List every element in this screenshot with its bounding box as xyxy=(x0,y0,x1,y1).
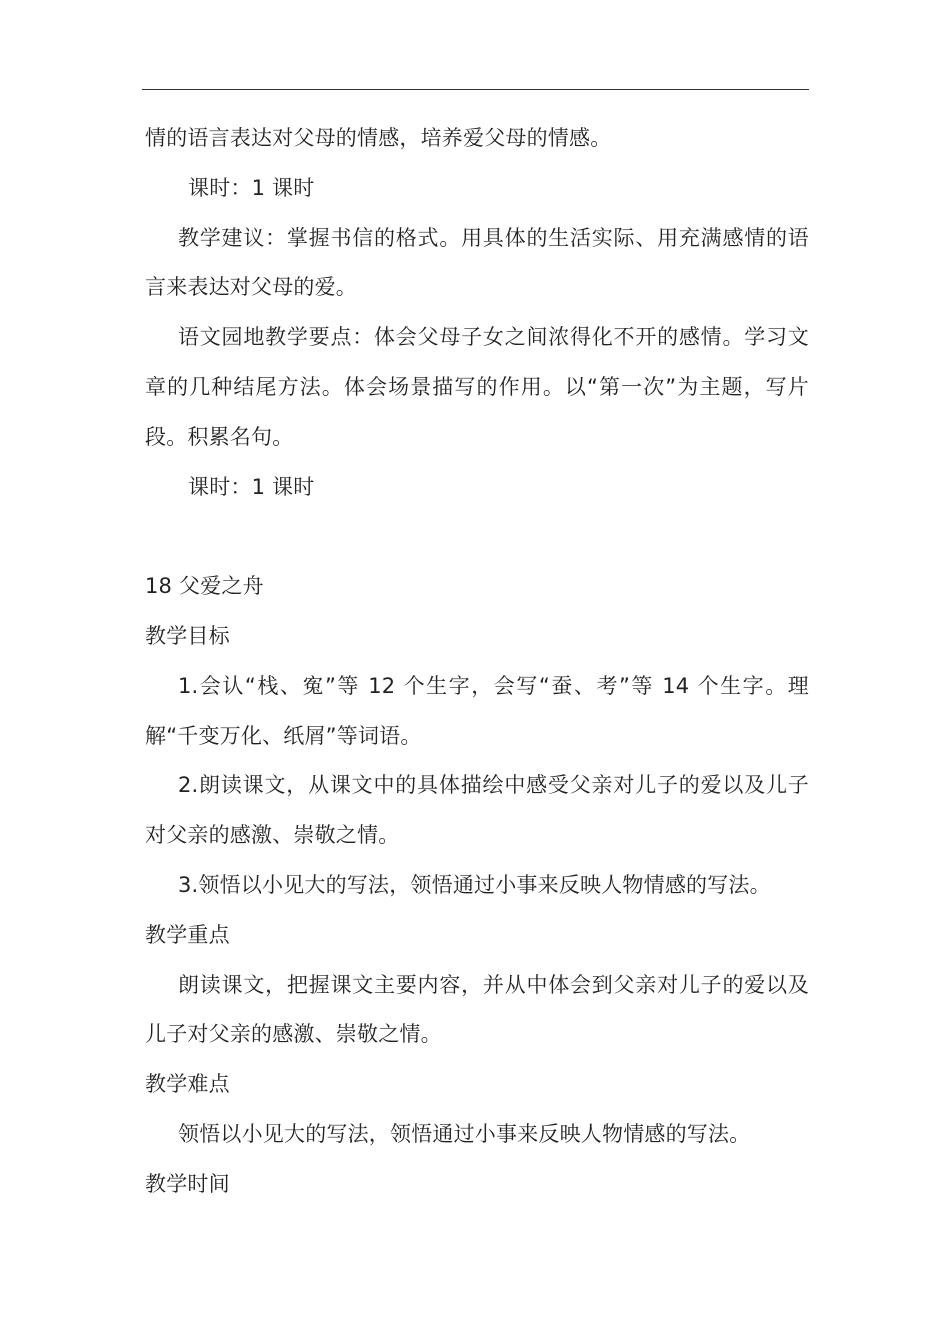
difficult-points-text: 领悟以小见大的写法，领悟通过小事来反映人物情感的写法。 xyxy=(178,1121,751,1146)
teaching-suggestion: 教学建议：掌握书信的格式。用具体的生活实际、用充满感情的语言来表达对父母的爱。 xyxy=(145,225,809,300)
paragraph-continued: 情的语言表达对父母的情感，培养爱父母的情感。 xyxy=(145,126,612,150)
goal-item-1: 1.会认“栈、寃”等 12 个生字，会写“蚕、考”等 14 个生字。理解“千变万化、纸屑”等词语。 xyxy=(145,673,809,748)
heading-teaching-goals: 教学目标 xyxy=(145,623,230,648)
lesson-title: 18 父爱之舟 xyxy=(145,574,264,599)
heading-difficult-points: 教学难点 xyxy=(145,1072,230,1097)
key-points-text: 朗读课文，把握课文主要内容，并从中体会到父亲对儿子的爱以及儿子对父亲的感激、崇敬之情。 xyxy=(145,972,809,1047)
heading-teaching-time: 教学时间 xyxy=(145,1171,230,1196)
blank-line xyxy=(145,512,809,562)
lesson-hours-2: 课时：1 课时 xyxy=(188,474,315,499)
goal-item-2: 2.朗读课文，从课文中的具体描绘中感受父亲对儿子的爱以及儿子对父亲的感激、崇敬之情。 xyxy=(145,773,809,848)
document-body xyxy=(145,114,809,1210)
header-rule xyxy=(142,89,809,90)
goal-item-3: 3.领悟以小见大的写法，领悟通过小事来反映人物情感的写法。 xyxy=(178,872,771,897)
lesson-hours-1: 课时：1 课时 xyxy=(188,175,315,200)
language-garden-points: 语文园地教学要点：体会父母子女之间浓得化不开的感情。学习文章的几种结尾方法。体会场景描写的作用。以“第一次”为主题，写片段。积累名句。 xyxy=(145,325,809,449)
heading-key-points: 教学重点 xyxy=(145,922,230,947)
